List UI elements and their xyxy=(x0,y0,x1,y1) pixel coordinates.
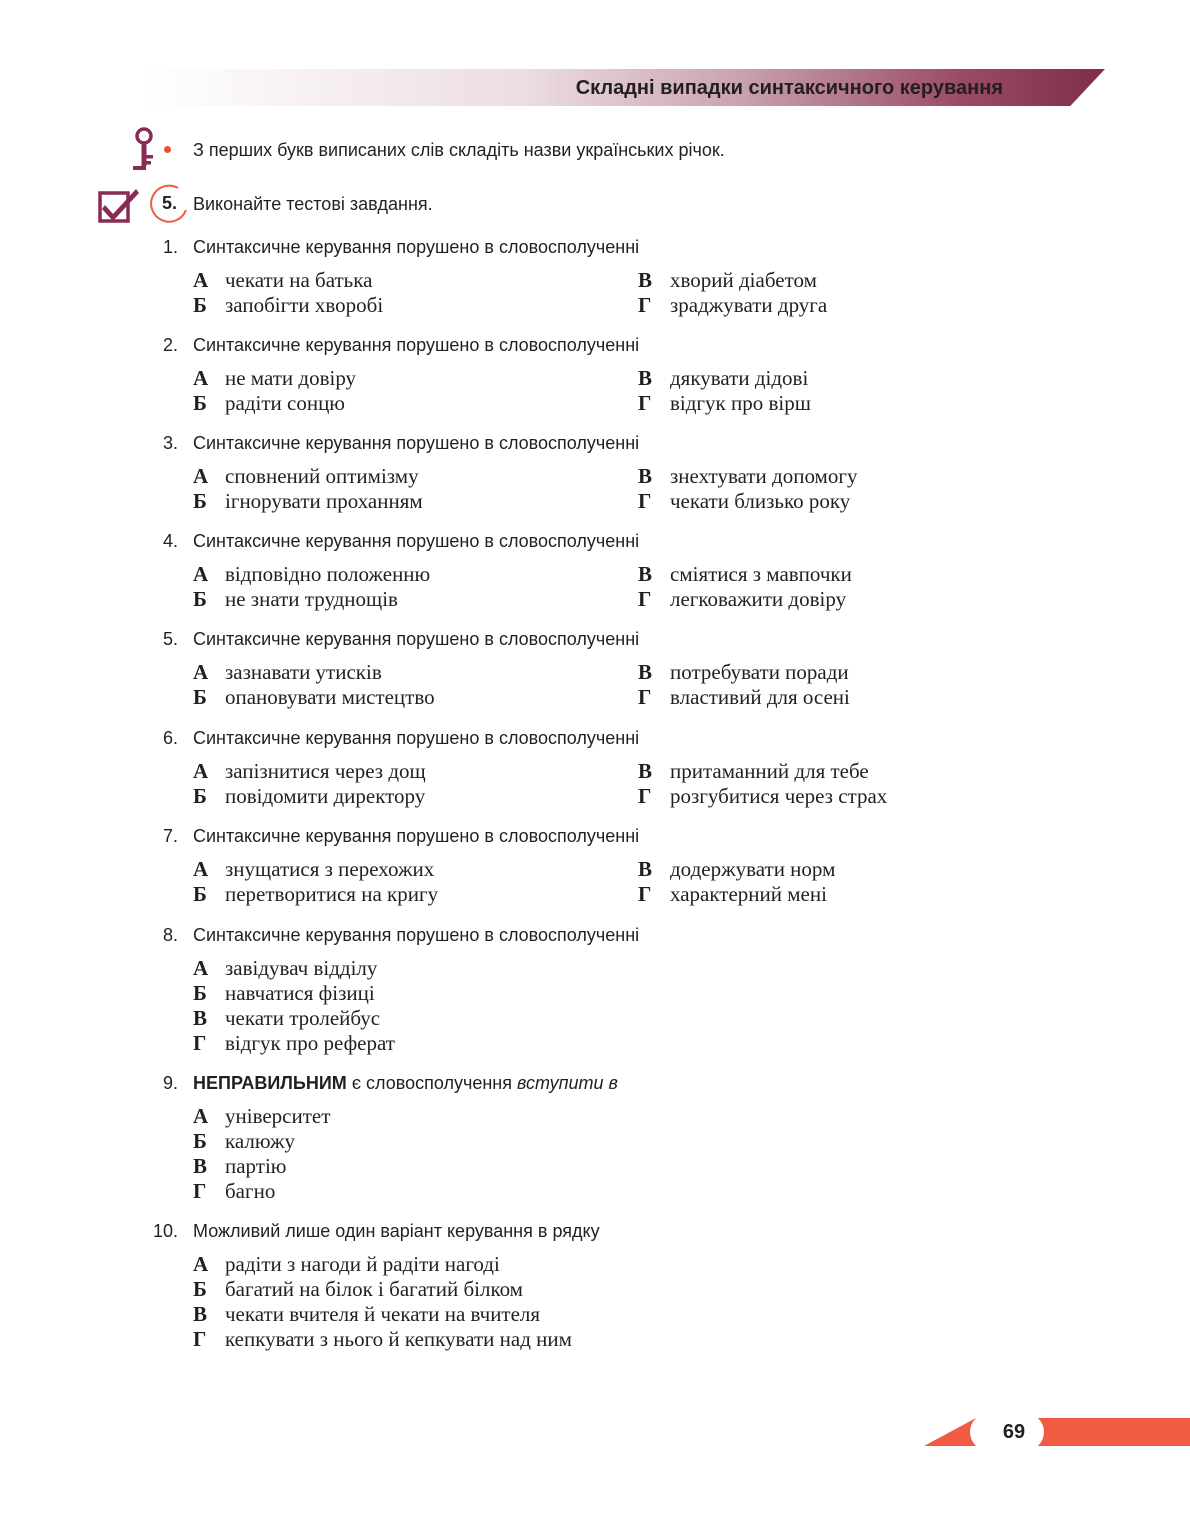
option-letter: А xyxy=(193,366,209,390)
option-text: кепкувати з нього й кепкувати над ним xyxy=(225,1327,572,1351)
option-text: дякувати дідові xyxy=(670,366,809,390)
task-question: Синтаксичне керування порушено в словосполученні xyxy=(193,925,640,945)
task-question: Синтаксичне керування порушено в словосполученні xyxy=(193,826,640,846)
option-text: зазнавати утисків xyxy=(225,660,382,684)
option-letter: Б xyxy=(193,1129,207,1153)
option-text: запізнитися через дощ xyxy=(225,759,426,783)
option-letter: А xyxy=(193,857,209,881)
option-text: знехтувати допомогу xyxy=(670,464,858,488)
question-phrase: вступити в xyxy=(516,1073,618,1093)
option-text: радіти сонцю xyxy=(225,391,345,415)
option-letter: Б xyxy=(193,587,207,611)
task-question: Синтаксичне керування порушено в словосполученні xyxy=(193,531,640,551)
task-question: Синтаксичне керування порушено в словосполученні xyxy=(193,335,640,355)
option-letter: А xyxy=(193,1104,209,1128)
option-letter: В xyxy=(193,1006,208,1030)
option-text: відгук про вірш xyxy=(670,391,811,415)
option-letter: Г xyxy=(638,489,652,513)
option-text: характерний мені xyxy=(670,882,827,906)
key-icon xyxy=(128,127,160,171)
option-text: партію xyxy=(225,1154,287,1178)
task-number: 9. xyxy=(162,1073,178,1093)
task-number: 2. xyxy=(162,335,178,355)
option-letter: А xyxy=(193,562,209,586)
option-letter: Б xyxy=(193,685,207,709)
option-text: легковажити довіру xyxy=(670,587,847,611)
option-text: сповнений оптимізму xyxy=(225,464,419,488)
option-letter: А xyxy=(193,268,209,292)
option-letter: В xyxy=(193,1302,208,1326)
option-text: додержувати норм xyxy=(670,857,836,881)
task-number: 1. xyxy=(162,237,178,257)
option-letter: В xyxy=(193,1154,208,1178)
option-text: запобігти хворобі xyxy=(225,293,384,317)
option-text: притаманний для тебе xyxy=(670,759,869,783)
option-letter: В xyxy=(638,857,653,881)
option-letter: А xyxy=(193,660,209,684)
option-letter: В xyxy=(638,366,653,390)
option-text: повідомити директору xyxy=(225,784,426,808)
option-text: перетворитися на кригу xyxy=(225,882,439,906)
task-number: 3. xyxy=(162,433,178,453)
intro-instruction: З перших букв виписаних слів складіть назви українських річок. xyxy=(193,140,725,160)
option-letter: А xyxy=(193,464,209,488)
option-text: ігнорувати проханням xyxy=(225,489,423,513)
option-text: потребувати поради xyxy=(670,660,849,684)
option-text: хворий діабетом xyxy=(670,268,817,292)
option-text: радіти з нагоди й радіти нагоді xyxy=(225,1252,500,1276)
option-letter: В xyxy=(638,464,653,488)
option-letter: В xyxy=(638,660,653,684)
option-text: властивий для осені xyxy=(670,685,850,709)
exercise-number: 5. xyxy=(162,193,178,213)
option-text: завідувач відділу xyxy=(225,956,378,980)
option-letter: Г xyxy=(638,784,652,808)
option-letter: Г xyxy=(638,685,652,709)
option-text: не мати довіру xyxy=(225,366,357,390)
option-letter: А xyxy=(193,759,209,783)
option-text: чекати близько року xyxy=(670,489,851,513)
task-number: 4. xyxy=(162,531,178,551)
bullet-marker xyxy=(164,146,171,153)
option-text: університет xyxy=(225,1104,331,1128)
option-text: багатий на білок і багатий білком xyxy=(225,1277,523,1301)
task-question xyxy=(193,1073,618,1094)
option-text: зраджувати друга xyxy=(670,293,828,317)
task-number: 5. xyxy=(162,629,178,649)
option-text: навчатися фізиці xyxy=(225,981,375,1005)
option-text: не знати труднощів xyxy=(225,587,398,611)
option-letter: Б xyxy=(193,882,207,906)
option-letter: А xyxy=(193,956,209,980)
option-letter: Б xyxy=(193,981,207,1005)
task-question: Можливий лише один варіант керування в рядку xyxy=(193,1221,600,1241)
option-letter: А xyxy=(193,1252,209,1276)
task-number: 7. xyxy=(162,826,178,846)
option-letter: Б xyxy=(193,489,207,513)
checkmark-icon xyxy=(98,187,140,225)
task-number: 10. xyxy=(152,1221,178,1241)
question-text: є словосполучення xyxy=(346,1073,517,1093)
task-number: 6. xyxy=(162,728,178,748)
option-text: опановувати мистецтво xyxy=(225,685,435,709)
option-letter: Б xyxy=(193,293,207,317)
option-letter: Б xyxy=(193,391,207,415)
task-question: Синтаксичне керування порушено в словосполученні xyxy=(193,728,640,748)
option-letter: Б xyxy=(193,1277,207,1301)
page-number: 69 xyxy=(1002,1421,1026,1443)
option-letter: Г xyxy=(638,882,652,906)
option-text: калюжу xyxy=(225,1129,296,1153)
option-letter: В xyxy=(638,562,653,586)
option-letter: В xyxy=(638,759,653,783)
exercise-title: Виконайте тестові завдання. xyxy=(193,194,433,214)
option-text: розгубитися через страх xyxy=(670,784,888,808)
option-text: відповідно положенню xyxy=(225,562,431,586)
task-number: 8. xyxy=(162,925,178,945)
section-title: Складні випадки синтаксичного керування xyxy=(575,77,1003,99)
task-question: Синтаксичне керування порушено в словосполученні xyxy=(193,629,640,649)
option-letter: В xyxy=(638,268,653,292)
option-letter: Г xyxy=(638,293,652,317)
option-text: чекати на батька xyxy=(225,268,373,292)
task-question: Синтаксичне керування порушено в словосполученні xyxy=(193,237,640,257)
option-letter: Б xyxy=(193,784,207,808)
option-letter: Г xyxy=(193,1031,207,1055)
task-question: Синтаксичне керування порушено в словосполученні xyxy=(193,433,640,453)
option-letter: Г xyxy=(638,587,652,611)
option-letter: Г xyxy=(193,1179,207,1203)
option-letter: Г xyxy=(638,391,652,415)
footer-accent-left xyxy=(924,1418,976,1446)
option-text: знущатися з перехожих xyxy=(225,857,435,881)
option-text: багно xyxy=(225,1179,276,1203)
question-emphasis: НЕПРАВИЛЬНИМ xyxy=(193,1073,347,1093)
option-letter: Г xyxy=(193,1327,207,1351)
option-text: чекати вчителя й чекати на вчителя xyxy=(225,1302,541,1326)
option-text: сміятися з мавпочки xyxy=(670,562,852,586)
option-text: чекати тролейбус xyxy=(225,1006,381,1030)
option-text: відгук про реферат xyxy=(225,1031,395,1055)
